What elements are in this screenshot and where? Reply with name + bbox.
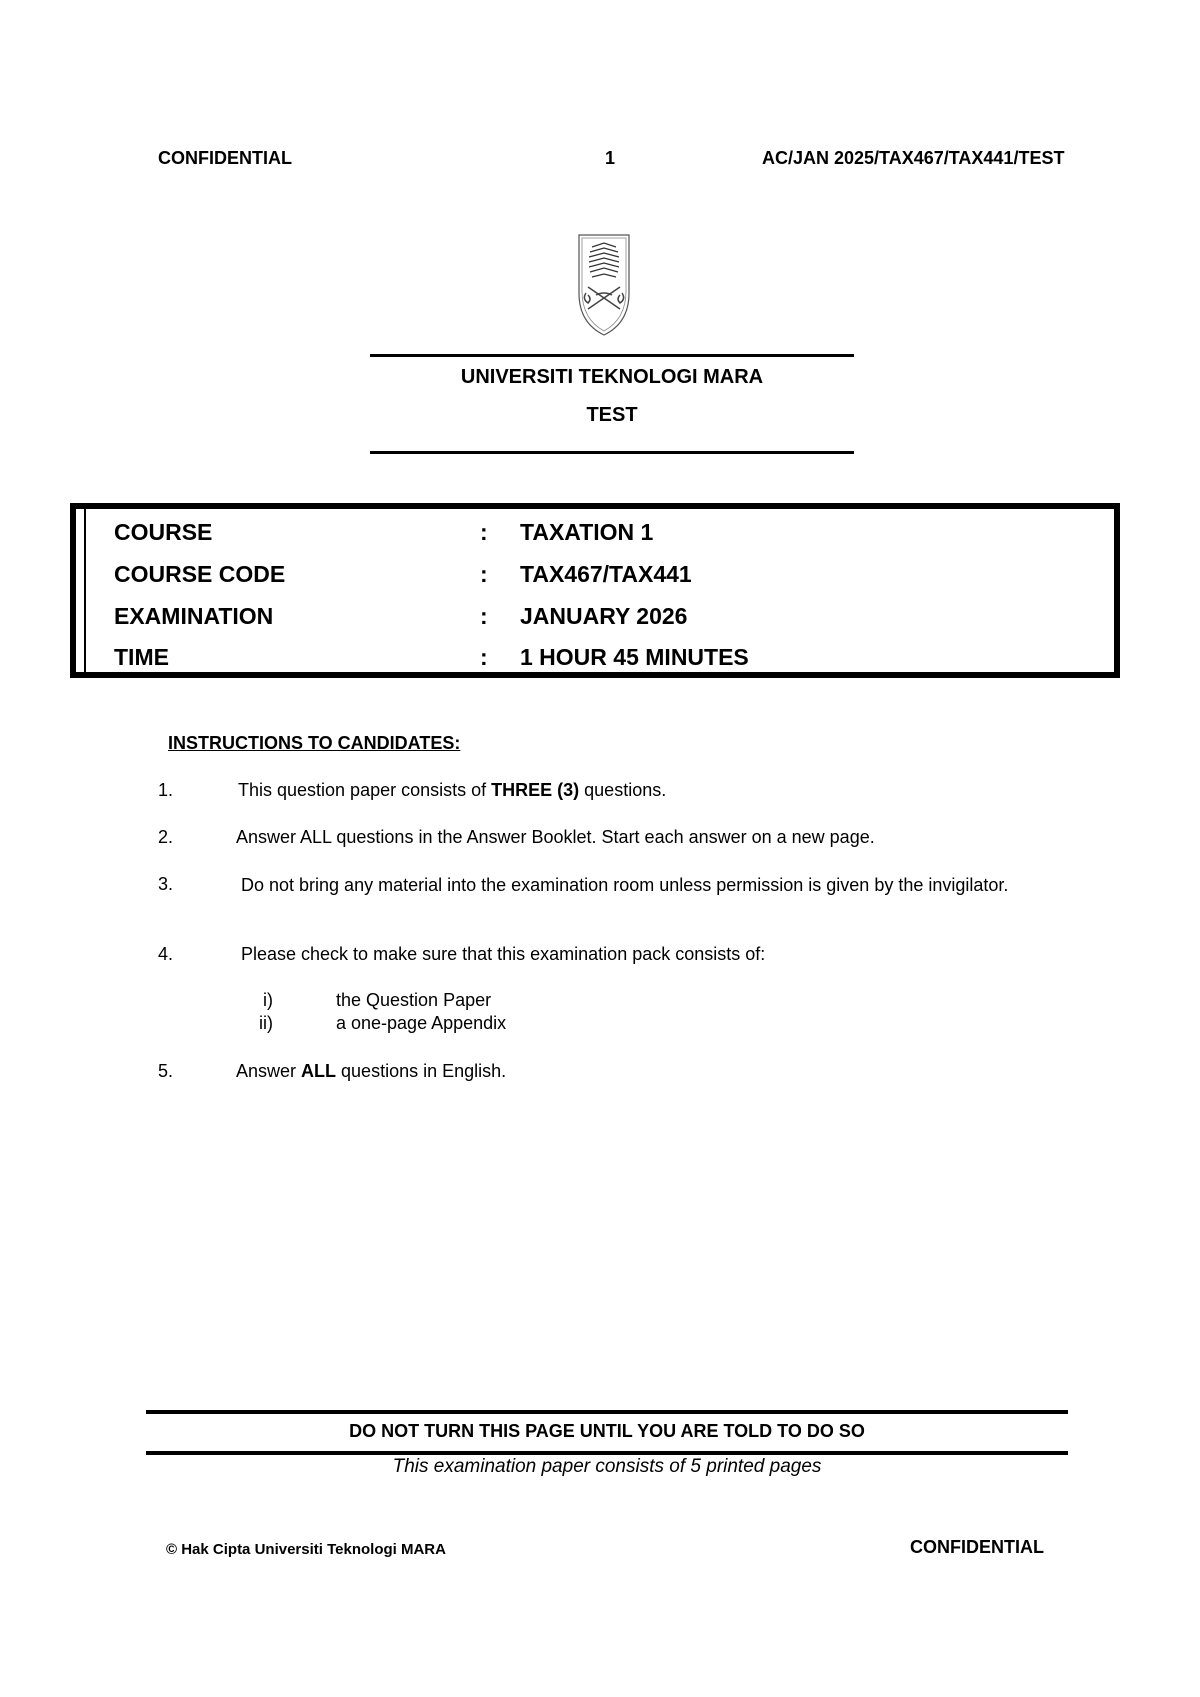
footer-confidential: CONFIDENTIAL <box>910 1537 1044 1557</box>
copyright-notice: © Hak Cipta Universiti Teknologi MARA <box>166 1541 446 1558</box>
box-inner-line <box>84 509 86 672</box>
university-crest-icon <box>576 233 632 337</box>
page-number: 1 <box>605 148 616 168</box>
printed-pages-note: This examination paper consists of 5 printed pages <box>392 1456 822 1477</box>
instruction-number: 4. <box>158 944 174 964</box>
course-code-value: TAX467/TAX441 <box>520 561 692 587</box>
header-confidential: CONFIDENTIAL <box>158 148 292 168</box>
course-code-label: COURSE CODE <box>114 561 286 587</box>
sub-item-text: a one-page Appendix <box>336 1013 507 1033</box>
instruction-text: Answer ALL questions in the Answer Booklet. Start each answer on a new page. <box>236 827 875 847</box>
paper-reference: AC/JAN 2025/TAX467/TAX441/TEST <box>762 148 1065 168</box>
course-value: TAXATION 1 <box>520 519 654 545</box>
instruction-number: 5. <box>158 1061 174 1081</box>
warning-bottom-rule <box>146 1451 1068 1455</box>
instruction-number: 3. <box>158 874 174 894</box>
instruction-text: This question paper consists of THREE (3) questions. <box>238 780 667 800</box>
course-separator: : <box>480 519 488 545</box>
instruction-text: Do not bring any material into the examination room unless permission is given by the invigilator. <box>241 875 1009 895</box>
warning-text: DO NOT TURN THIS PAGE UNTIL YOU ARE TOLD TO DO SO <box>349 1421 865 1441</box>
paper-type: TEST <box>586 404 638 426</box>
examination-separator: : <box>480 603 488 629</box>
examination-value: JANUARY 2026 <box>520 603 688 629</box>
course-code-separator: : <box>480 561 488 587</box>
time-separator: : <box>480 644 488 670</box>
time-label: TIME <box>114 644 169 670</box>
warning-top-rule <box>146 1410 1068 1414</box>
sub-item-text: the Question Paper <box>336 990 492 1010</box>
title-bottom-rule <box>370 451 854 454</box>
examination-label: EXAMINATION <box>114 603 274 629</box>
course-info-box <box>70 503 1120 678</box>
instruction-number: 2. <box>158 827 174 847</box>
course-label: COURSE <box>114 519 213 545</box>
instruction-text: Please check to make sure that this examination pack consists of: <box>241 944 766 964</box>
time-value: 1 HOUR 45 MINUTES <box>520 644 749 670</box>
university-name: UNIVERSITI TEKNOLOGI MARA <box>460 366 764 388</box>
sub-item-number: ii) <box>259 1013 273 1033</box>
instruction-text: Answer ALL questions in English. <box>236 1061 507 1081</box>
instruction-number: 1. <box>158 780 174 800</box>
instructions-heading: INSTRUCTIONS TO CANDIDATES: <box>168 733 461 753</box>
sub-item-number: i) <box>263 990 273 1010</box>
title-top-rule <box>370 354 854 357</box>
